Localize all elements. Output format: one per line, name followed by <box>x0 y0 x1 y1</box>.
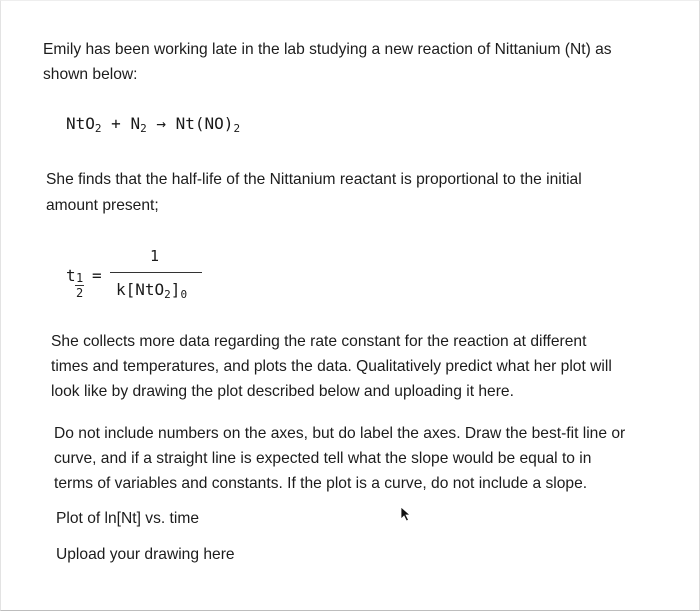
formula-equals: = <box>92 266 102 285</box>
plus-sign: + <box>111 114 121 133</box>
fraction-bar <box>110 272 202 273</box>
formula-t-sub-den: 2 <box>76 286 84 300</box>
formula-t: t <box>66 266 76 285</box>
data-line-1: She collects more data regarding the rate constant for the reaction at different <box>51 333 587 350</box>
instructions-line-1: Do not include numbers on the axes, but do label the axes. Draw the best-fit line or <box>54 425 626 442</box>
reactant-1: NtO$_2$ <box>66 114 102 135</box>
reactant-2: $N_2$ <box>130 114 147 135</box>
halflife-line-2: amount present; <box>46 197 159 214</box>
instructions-line-3: terms of variables and constants. If the plot is a curve, do not include a slope. <box>54 475 588 492</box>
halflife-line-1: She finds that the half-life of the Nittanium reactant is proportional to the initial <box>46 171 582 188</box>
reaction-equation <box>66 114 240 139</box>
reaction-arrow-icon: → <box>156 114 166 133</box>
data-line-3: look like by drawing the plot described below and uploading it here. <box>51 383 514 400</box>
intro-line-1: Emily has been working late in the lab studying a new reaction of Nittanium (Nt) as <box>43 41 612 58</box>
instructions-line-2: curve, and if a straight line is expected tell what the slope would be equal to in <box>54 450 592 467</box>
data-line-2: times and temperatures, and plots the data. Qualitatively predict what her plot will <box>51 358 612 375</box>
mouse-pointer-icon <box>400 506 412 522</box>
formula-denominator: $k[NtO_2]_0$ <box>116 280 188 301</box>
formula-numerator: 1 <box>150 247 160 265</box>
formula-t-sub-num: 1 <box>76 271 84 285</box>
intro-line-2: shown below: <box>43 66 138 83</box>
product: $Nt(NO)_2$ <box>175 114 241 135</box>
plot-label: Plot of ln[Nt] vs. time <box>56 510 199 527</box>
upload-drawing-link[interactable]: Upload your drawing here <box>56 546 235 563</box>
